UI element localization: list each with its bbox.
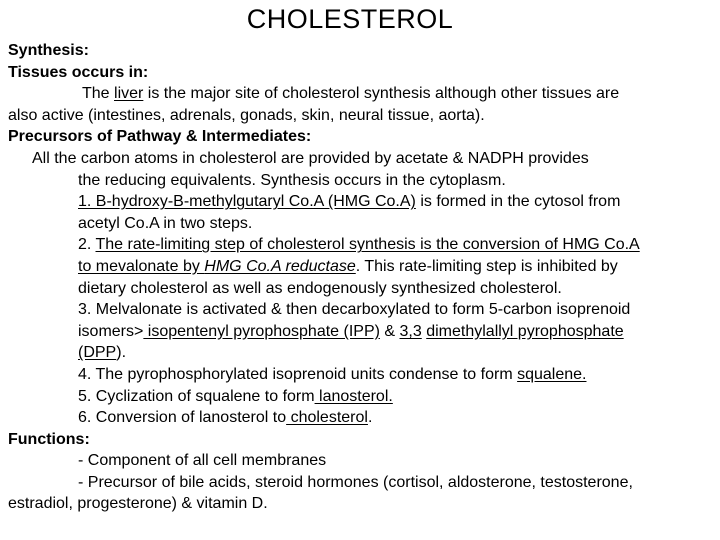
liver-term: liver: [114, 85, 144, 103]
squalene-term: squalene.: [517, 365, 587, 383]
liver-paragraph-cont: also active (intestines, adrenals, gonads, skin, neural tissue, aorta).: [8, 106, 485, 124]
text-run: .: [367, 409, 373, 427]
function-item-1: - Component of all cell membranes: [78, 452, 327, 470]
step-4: [8, 364, 714, 386]
text-run: . This rate-limiting step is inhibited by: [355, 257, 618, 275]
liver-paragraph: [8, 83, 714, 105]
document-body: [8, 40, 714, 515]
function-item-2: - Precursor of bile acids, steroid hormones (cortisol, aldosterone, testosterone,: [78, 473, 633, 491]
step-3-cont: [8, 321, 714, 343]
text-run: The: [82, 85, 115, 103]
step-2-cont2: dietary cholesterol as well as endogenously synthesized cholesterol.: [78, 279, 562, 297]
ipp-term: isopentenyl pyrophosphate (IPP): [143, 322, 380, 340]
step-5: [8, 386, 714, 408]
function-item-2-cont: estradiol, progesterone) & vitamin D.: [8, 495, 268, 513]
step-1: [8, 191, 714, 213]
step-1-cont: acetyl Co.A in two steps.: [78, 214, 253, 232]
synthesis-heading: Synthesis:: [8, 42, 89, 59]
dmap-term: dimethylallyl pyrophosphate: [426, 322, 624, 340]
mevalonate-term: to mevalonate by: [78, 257, 205, 275]
step-3: 3. Melvalonate is activated & then decarboxylated to form 5-carbon isoprenoid: [78, 301, 631, 319]
precursors-heading: Precursors of Pathway & Intermediates:: [8, 128, 312, 146]
text-run: is formed in the cytosol from: [415, 193, 621, 211]
text-run: 4. The pyrophosphorylated isoprenoid units condense to form: [78, 365, 518, 383]
lanosterol-term: lanosterol.: [314, 387, 393, 405]
step-2-cont: [8, 256, 714, 278]
text-run: 6. Conversion of lanosterol to: [78, 409, 287, 427]
number-term: 3,3: [399, 322, 422, 340]
text-run: ).: [116, 344, 127, 362]
dpp-term: (DPP: [78, 344, 117, 362]
hmg-reductase-term: HMG Co.A reductase: [204, 257, 356, 275]
carbon-paragraph-cont: the reducing equivalents. Synthesis occurs in the cytoplasm.: [78, 171, 506, 189]
cholesterol-term: cholesterol: [286, 409, 368, 427]
step-3-cont2: [8, 342, 714, 364]
carbon-paragraph: All the carbon atoms in cholesterol are provided by acetate & NADPH provides: [32, 149, 589, 167]
hmg-coa-term: 1. B-hydroxy-B-methylgutaryl Co.A (HMG Co.A): [78, 193, 416, 211]
text-run: 5. Cyclization of squalene to form: [78, 387, 315, 405]
step-6: [8, 407, 714, 429]
text-run: 2.: [78, 236, 96, 254]
functions-heading: Functions:: [8, 430, 90, 448]
text-run: &: [379, 322, 400, 340]
tissues-heading: Tissues occurs in:: [8, 63, 149, 81]
text-run: is the major site of cholesterol synthesis although other tissues are: [143, 85, 620, 103]
text-run: isomers>: [78, 322, 144, 340]
step-2: [8, 234, 714, 256]
rate-limiting-term: The rate-limiting step of cholesterol synthesis is the conversion of HMG Co.A: [95, 236, 640, 254]
page-title: CHOLESTEROL: [246, 4, 454, 34]
